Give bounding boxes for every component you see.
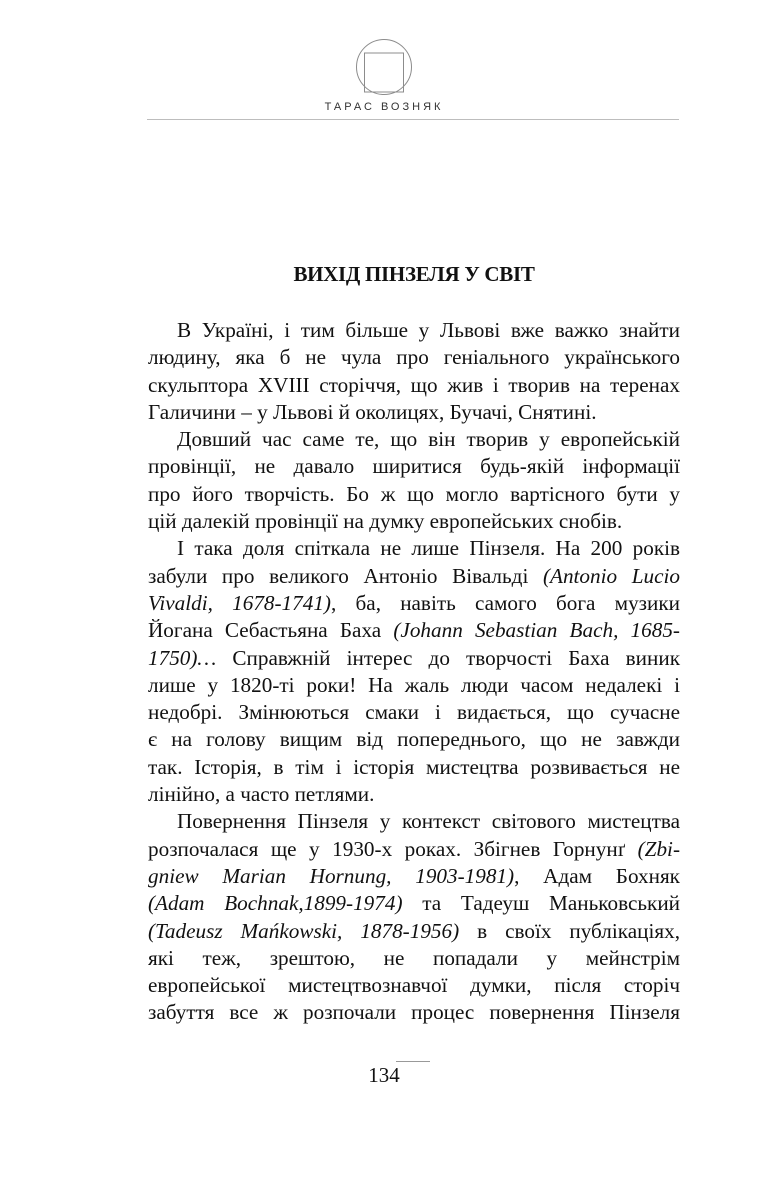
paragraph [148,317,680,426]
text-line [148,508,680,535]
text-line [148,535,680,562]
italic-reference: (Antonio Lucio [542,563,680,588]
text-run: , Адам Бохняк [514,863,680,888]
text-line [148,836,680,863]
text-line [148,372,680,399]
text-run: недобрі. Змінюються смаки і видається, що сучасне [148,700,680,725]
text-run: Повернення Пінзеля у контекст світового мистецтва [177,809,680,834]
italic-reference: 1750)… [148,645,217,670]
page-number: 134 [368,1063,400,1087]
text-line [148,808,680,835]
text-run: є на голову вищим від попереднього, що не завжди [148,727,680,752]
text-line [148,999,680,1026]
italic-reference: (Adam Bochnak,1899-1974) [148,891,403,916]
running-header-author: ТАРАС ВОЗНЯК [324,101,444,113]
text-run: провінції, не давало ширитися будь-якій інформації [148,454,680,479]
text-line [148,918,680,945]
text-line [148,863,680,890]
text-line [148,945,680,972]
text-run: , ба, навіть самого бога музики [331,590,681,615]
text-line [148,699,680,726]
text-line [148,399,680,426]
text-line [148,726,680,753]
text-line [148,754,680,781]
italic-reference: Vivaldi, 1678-1741) [148,590,331,615]
text-run: про його творчість. Бо ж що могло вартісного бути у [148,481,680,506]
text-line [148,781,680,808]
text-run: людину, яка б не чула про геніального українського [148,345,680,370]
text-run: скульптора XVIII сторіччя, що жив і творив на теренах [148,372,680,397]
text-line [148,344,680,371]
paragraph [148,535,680,808]
text-run: в своїх публікаціях, [459,918,680,943]
text-line [148,453,680,480]
italic-reference: gniew Marian Hornung, 1903-1981) [148,863,515,888]
text-run: які теж, зрештою, не попадали у мейнстрім [148,945,680,970]
text-run: забули про великого Антоніо Вівальді [148,563,543,588]
text-run: забуття все ж розпочали процес повернення Пінзеля [148,1000,680,1025]
text-line [148,617,680,644]
text-run: та Тадеуш Маньковський [402,891,680,916]
text-run: лише у 1820-ті роки! На жаль люди часом недалекі і [148,672,680,697]
text-run: Довший час саме те, що він творив у европейській [177,427,680,452]
text-run: В Україні, і тим більше у Львові вже важко знайти [177,318,680,342]
text-line [148,563,680,590]
text-line [148,590,680,617]
italic-reference: (Johann Sebastian Bach, 1685- [393,618,680,643]
chapter-title: ВИХІД ПІНЗЕЛЯ У СВІТ [293,262,535,286]
italic-reference: (Zbi- [637,836,680,861]
text-run: Йогана Себастьяна Баха [148,618,394,643]
text-run: так. Історія, в тім і історія мистецтва розвивається не [148,754,680,779]
paragraph [148,426,680,535]
text-line [148,972,680,999]
text-run: І така доля спіткала не лише Пінзеля. На 200 років [177,536,680,561]
text-line [148,890,680,917]
italic-reference: (Tadeusz Mańkowski, 1878-1956) [148,918,460,943]
header-divider [147,119,679,120]
text-run: европейської мистецтвознавчої думки, після сторіч [148,973,680,998]
text-line [148,426,680,453]
text-run: Справжній інтерес до творчості Баха виник [216,645,680,670]
text-line [148,317,680,344]
text-line [148,645,680,672]
circle-square-logo [355,38,413,96]
text-line [148,672,680,699]
text-run: Галичини – у Львові й околицях, Бучачі, Снятині. [148,399,597,424]
text-run: цій далекій провінції на думку европейських снобів. [148,509,623,534]
text-line [148,481,680,508]
text-run: розпочалася ще у 1930-х роках. Збігнев Горнунґ [148,836,638,861]
text-run: лінійно, а часто петлями. [148,782,375,807]
chapter-body [148,317,680,1027]
paragraph [148,808,680,1026]
